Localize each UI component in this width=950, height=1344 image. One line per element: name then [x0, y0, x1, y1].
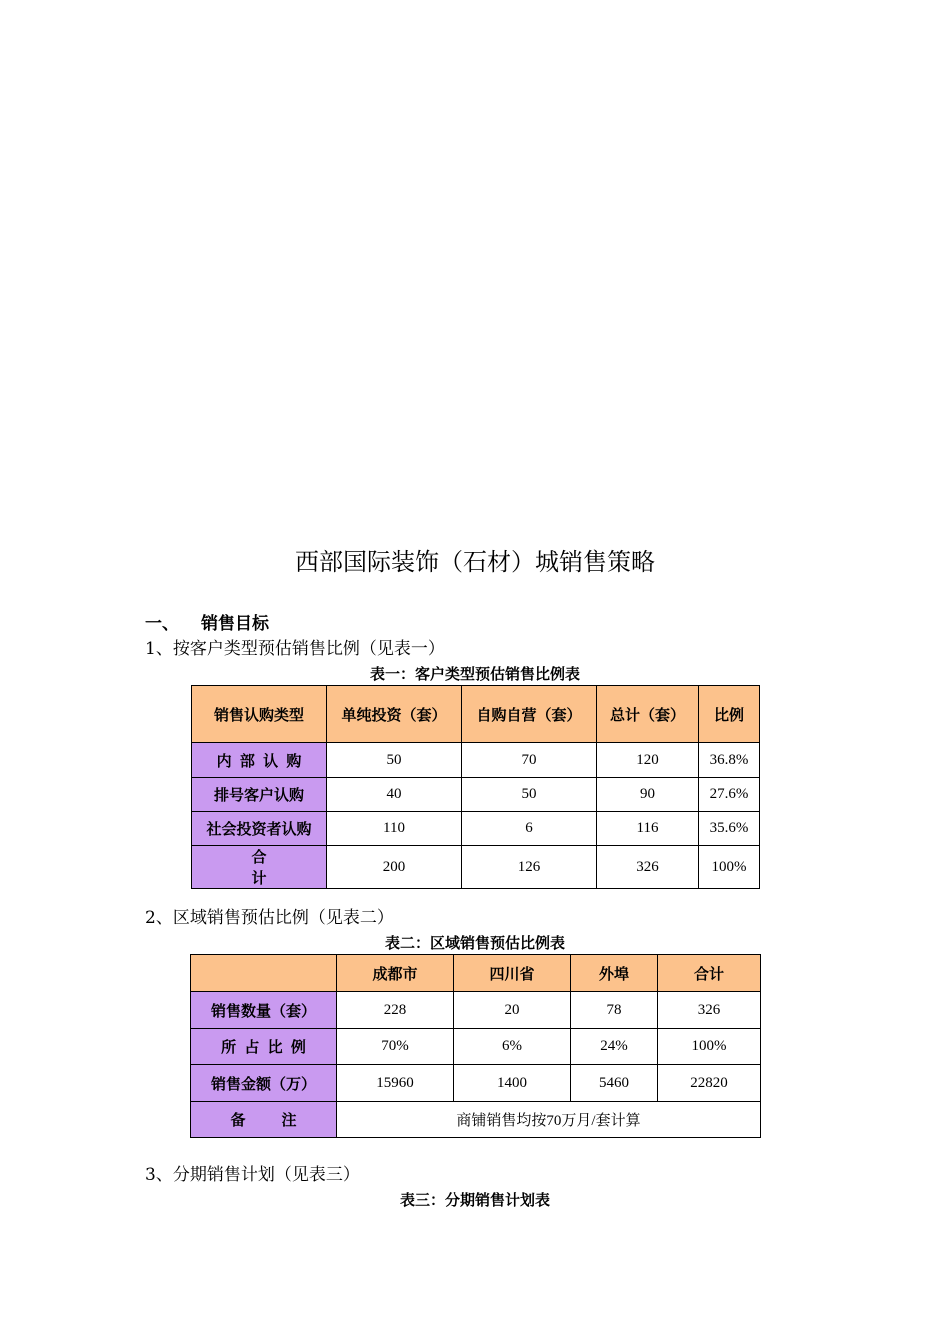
table2-cell: 1400 [454, 1065, 571, 1102]
section-label: 销售目标 [201, 614, 269, 634]
table1-cell: 40 [327, 778, 462, 812]
table1-header-cell: 比例 [699, 686, 760, 743]
table1-row-label: 社会投资者认购 [192, 812, 327, 846]
table1-cell: 116 [597, 812, 699, 846]
table1-header-cell: 单纯投资（套） [327, 686, 462, 743]
table2-row-label: 销售数量（套） [191, 992, 337, 1029]
table3-caption: 表三：分期销售计划表 [399, 1191, 550, 1209]
table-row [192, 778, 760, 812]
item-2-text: 2、区域销售预估比例（见表二） [145, 908, 394, 928]
table1-cell: 70 [462, 743, 597, 778]
table2-cell: 70% [337, 1029, 454, 1065]
table2-caption: 表二：区域销售预估比例表 [384, 934, 565, 952]
table1-cell: 27.6% [699, 778, 760, 812]
table2-note-label: 备注 [191, 1102, 337, 1138]
table2-note-text: 商铺销售均按70万月/套计算 [337, 1102, 761, 1138]
table2-cell: 326 [658, 992, 761, 1029]
document-title: 西部国际装饰（石材）城销售策略 [295, 548, 655, 576]
table1-cell: 50 [462, 778, 597, 812]
table2-cell: 6% [454, 1029, 571, 1065]
table1-cell: 326 [597, 846, 699, 889]
table1-cell: 6 [462, 812, 597, 846]
table1-header-cell: 销售认购类型 [192, 686, 327, 743]
table2-header-row [191, 955, 761, 992]
table1-header-row [192, 686, 760, 743]
table2-header-cell: 四川省 [454, 955, 571, 992]
table-row [192, 743, 760, 778]
table2-cell: 22820 [658, 1065, 761, 1102]
table1-cell: 50 [327, 743, 462, 778]
table-row [192, 812, 760, 846]
table1-header-cell: 总计（套） [597, 686, 699, 743]
table2-cell: 24% [571, 1029, 658, 1065]
table1-caption: 表一：客户类型预估销售比例表 [369, 665, 580, 683]
table1-cell: 200 [327, 846, 462, 889]
table2-cell: 15960 [337, 1065, 454, 1102]
section-heading-sales-target [145, 612, 269, 636]
table1-header-cell: 自购自营（套） [462, 686, 597, 743]
table2-cell: 100% [658, 1029, 761, 1065]
table2-cell: 228 [337, 992, 454, 1029]
table2-header-cell: 合计 [658, 955, 761, 992]
item-3-text: 3、分期销售计划（见表三） [145, 1165, 360, 1185]
section-number: 一、 [145, 614, 179, 634]
table-row [191, 992, 761, 1029]
table1-cell: 90 [597, 778, 699, 812]
item-1-text: 1、按客户类型预估销售比例（见表一） [145, 639, 445, 659]
table1-cell: 100% [699, 846, 760, 889]
table2-header-cell [191, 955, 337, 992]
table1-cell: 36.8% [699, 743, 760, 778]
table1-row-label: 内部认购 [192, 743, 327, 778]
table-row [192, 846, 760, 889]
table1-cell: 110 [327, 812, 462, 846]
table2-cell: 78 [571, 992, 658, 1029]
table-row [191, 1029, 761, 1065]
table1-cell: 126 [462, 846, 597, 889]
table2-header-cell: 成都市 [337, 955, 454, 992]
table-row [191, 1065, 761, 1102]
table-region-ratio [190, 954, 761, 1138]
table1-row-label: 合计 [192, 846, 327, 889]
table2-note-row [191, 1102, 761, 1138]
table2-row-label: 销售金额（万） [191, 1065, 337, 1102]
table2-header-cell: 外埠 [571, 955, 658, 992]
table2-cell: 20 [454, 992, 571, 1029]
table2-row-label: 所占比例 [191, 1029, 337, 1065]
table1-cell: 35.6% [699, 812, 760, 846]
table-customer-type-ratio [191, 685, 760, 889]
table1-row-label: 排号客户认购 [192, 778, 327, 812]
table2-cell: 5460 [571, 1065, 658, 1102]
table1-cell: 120 [597, 743, 699, 778]
